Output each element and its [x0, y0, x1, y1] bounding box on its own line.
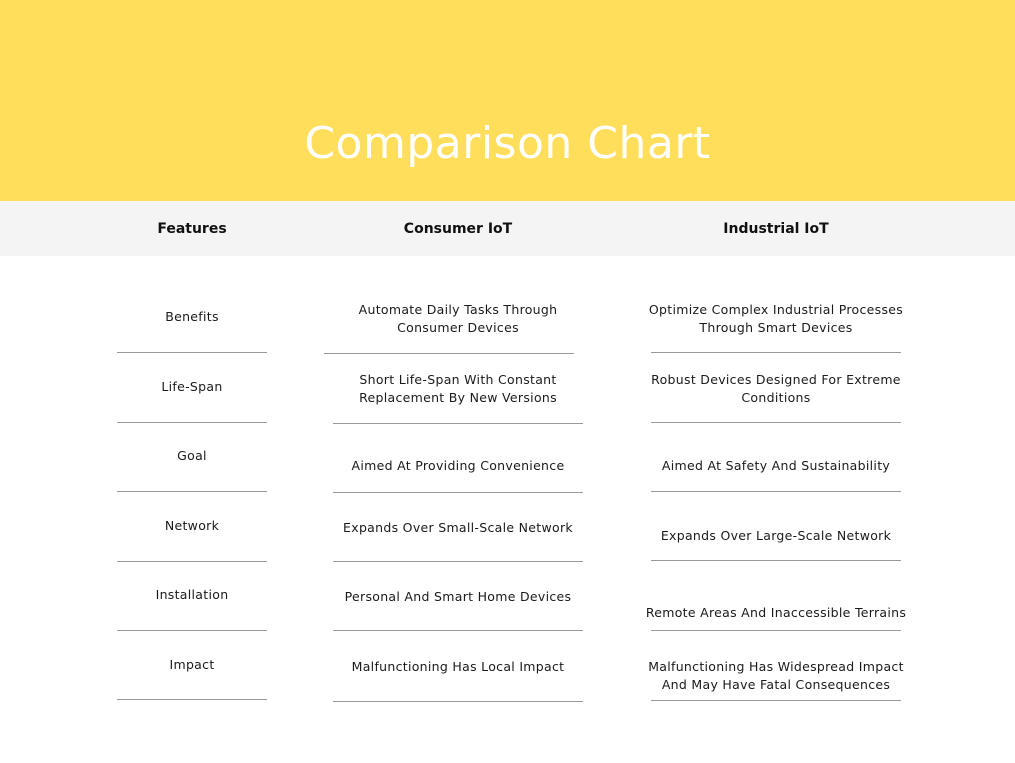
consumer-cell [318, 519, 598, 537]
cell-line: Remote Areas And Inaccessible Terrains [645, 605, 907, 620]
divider-line [651, 352, 901, 353]
divider-line [651, 491, 901, 492]
divider-line [651, 560, 901, 561]
industrial-cell [626, 604, 926, 622]
consumer-cell [318, 588, 598, 606]
feature-cell: Goal [177, 448, 207, 463]
industrial-cell [626, 658, 926, 694]
title-banner [0, 0, 1015, 201]
cell-line: Personal And Smart Home Devices [344, 589, 572, 604]
divider-line [333, 492, 583, 493]
cell-line: Short Life-Span With Constant [359, 372, 557, 387]
divider-line [333, 701, 583, 702]
cell-line: Robust Devices Designed For Extreme [651, 372, 901, 387]
divider-line [333, 630, 583, 631]
divider-line [324, 353, 574, 354]
header-industrial-iot: Industrial IoT [723, 221, 829, 237]
divider-line [651, 630, 901, 631]
feature-cell: Life-Span [161, 379, 223, 394]
feature-cell: Installation [155, 587, 229, 602]
header-features: Features [157, 221, 227, 237]
cell-line: Malfunctioning Has Local Impact [351, 659, 565, 674]
divider-line [333, 423, 583, 424]
feature-cell: Network [164, 518, 220, 533]
cell-line: Aimed At Safety And Sustainability [661, 458, 891, 473]
cell-line: Through Smart Devices [699, 320, 853, 335]
divider-line [117, 699, 267, 700]
industrial-cell [626, 457, 926, 475]
divider-line [651, 422, 901, 423]
chart-title: Comparison Chart [304, 118, 711, 169]
divider-line [117, 352, 267, 353]
divider-line [117, 561, 267, 562]
consumer-cell [318, 371, 598, 407]
industrial-cell [626, 371, 926, 407]
cell-line: Conditions [741, 390, 811, 405]
divider-line [333, 561, 583, 562]
divider-line [117, 491, 267, 492]
cell-line: Optimize Complex Industrial Processes [648, 302, 904, 317]
cell-line: Consumer Devices [397, 320, 519, 335]
cell-line: And May Have Fatal Consequences [661, 677, 891, 692]
feature-cell: Impact [169, 657, 215, 672]
industrial-cell [626, 527, 926, 545]
header-consumer-iot: Consumer IoT [403, 221, 513, 237]
divider-line [117, 422, 267, 423]
consumer-cell [318, 301, 598, 337]
industrial-cell [626, 301, 926, 337]
divider-line [651, 700, 901, 701]
divider-line [117, 630, 267, 631]
cell-line: Automate Daily Tasks Through [358, 302, 558, 317]
cell-line: Expands Over Large-Scale Network [660, 528, 892, 543]
feature-cell: Benefits [165, 309, 219, 324]
cell-line: Aimed At Providing Convenience [351, 458, 565, 473]
cell-line: Expands Over Small-Scale Network [343, 520, 573, 535]
consumer-cell [318, 457, 598, 475]
consumer-cell [318, 658, 598, 676]
cell-line: Malfunctioning Has Widespread Impact [648, 659, 904, 674]
cell-line: Replacement By New Versions [359, 390, 557, 405]
